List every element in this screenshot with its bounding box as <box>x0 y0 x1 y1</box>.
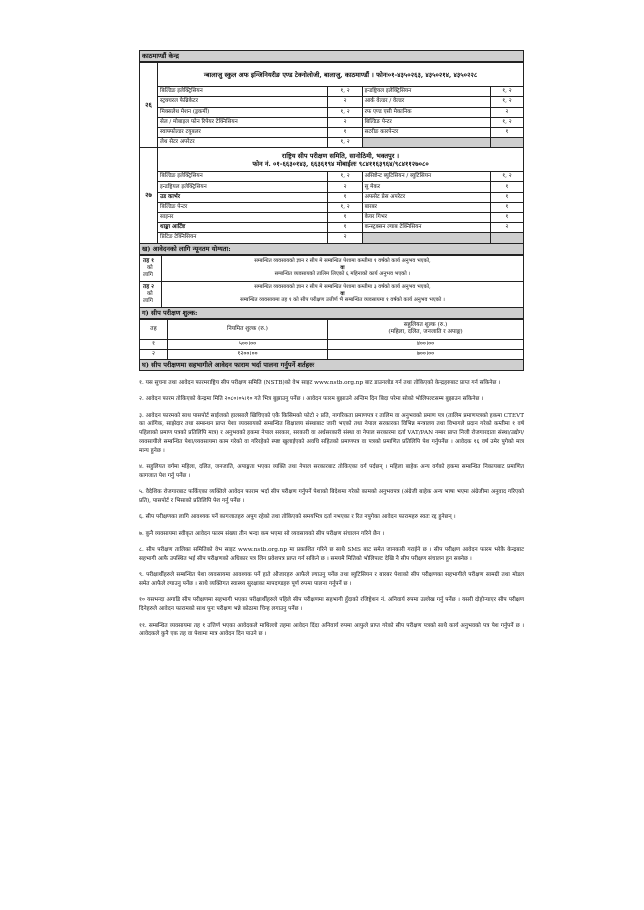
table-row <box>140 138 524 148</box>
trade-name: बिल्डिङ इलेक्ट्रिसियन <box>158 172 328 182</box>
trade-level: १, २ <box>490 172 523 182</box>
table-row <box>140 192 524 202</box>
table-row <box>140 202 524 212</box>
trade-level: २ <box>328 233 362 243</box>
trade-level: १, २ <box>328 202 362 212</box>
trade-level: १ <box>328 223 362 233</box>
trade-level: १ <box>490 182 523 192</box>
level-label-line: को <box>147 290 153 297</box>
level-label-line: लागि <box>143 297 153 304</box>
trade-level: १ <box>328 192 362 202</box>
trade-name: असिष्टेन्ट ब्युटिसियन / ब्युटिसियन <box>362 172 490 182</box>
trade-level: १ <box>490 192 523 202</box>
table-row <box>140 172 524 182</box>
qualification-line: सम्बन्धित व्यवसायमा तह १ को सीप परीक्षण उत्तीर्ण भै सम्बन्धित व्यवसायमा १ वर्षको कार्य अनुभव भएको । <box>240 297 445 304</box>
trade-name: सेल / मोबाइल फोन रिपेयर टेक्निसियन <box>158 117 328 127</box>
trade-name: प्रिटिङ टेक्निसियन <box>158 233 328 243</box>
trade-level: १, २ <box>490 87 523 97</box>
rules-header: घ) सीप परीक्षणमा सहभागीले आवेदन फाराम भर्दा पालना गर्नुपर्ने शर्तहरुः <box>139 360 524 371</box>
table-row <box>140 213 524 223</box>
fee-level: २ <box>140 349 168 359</box>
rule-item: १. यस सुचना तथा आवेदन फारमराष्ट्रिय सीप परीक्षण समिति (NSTB)को वेभ साइट www.nstb.org.np बाट डाउनलोड गर्न तथा तोकिएको केन्द्रहरुबाट प्राप्त गर्न सकिनेछ । <box>139 379 501 386</box>
fee-col-discount <box>328 319 524 339</box>
notice-page <box>139 50 524 647</box>
centre-27-title <box>158 148 524 172</box>
trade-level: २ <box>328 117 362 127</box>
trade-level: २ <box>490 223 523 233</box>
fee-discount: ४००।०० <box>328 339 524 349</box>
empty-cell <box>490 138 523 148</box>
centre-section-header: काठमाण्डौं केन्द्र <box>139 50 524 62</box>
fee-header-row <box>140 319 524 339</box>
centre-table <box>139 62 524 243</box>
trade-name: केयर गिभर <box>362 213 490 223</box>
fee-regular: १२००।०० <box>168 349 328 359</box>
rule-item: ७. कुनै व्यवसायमा स्वीकृत आवेदन फारम संख्या तीन भन्दा कम भएमा सो व्यवसायको सीप परीक्षण संचालन गरिने छैन । <box>139 530 385 537</box>
trade-level: १ <box>490 202 523 212</box>
centre-27-phone-line: फोन नं. ०१-६६३०१४३, ६६३६१९४ मोबाईलः ९८४११६३९६४/९८४११२७०८० <box>252 159 429 168</box>
trade-level: १ <box>328 127 362 137</box>
centre-26-number: २६ <box>140 63 158 148</box>
qualification-header: ख) आवेदनको लागि न्यूनतम योग्यता: <box>139 244 524 255</box>
centre-26-title-row <box>140 63 524 87</box>
centre-27-title-line: राष्ट्रिय सीप परीक्षण समिति, सानोठिमी, भक्तपुर । <box>281 151 400 160</box>
fee-col-level: तह <box>140 319 168 339</box>
trade-name: आर्क वेल्डर / वेल्डर <box>362 97 490 107</box>
level-label-line: तह १ <box>143 257 155 264</box>
trade-name: रफ एण्ड एसी मेकानिक <box>362 107 490 117</box>
level-label-line: लागि <box>143 271 153 278</box>
qualification-or: वा <box>340 264 345 271</box>
trade-name: उड कार्भर <box>158 192 328 202</box>
trade-level: १ <box>328 213 362 223</box>
level-label-line: को <box>147 264 153 271</box>
table-row <box>140 255 524 281</box>
fee-table <box>139 319 524 360</box>
trade-name: इन्डष्ट्रियल इलेक्ट्रिसियन <box>362 87 490 97</box>
rule-item: ४. सहुलियत वर्गमा महिला, दलित, जनजाति, अपाङ्गता भएका व्यक्ति तथा नेपाल सरकारबाट तोकिएका वर्ग पर्दछन् । महिला बाहेक अन्य वर्गको हकमा सम्बन्धित निकायबाट प्रमाणित कागजात पेश गर्नु पर्नेछ । <box>139 464 524 479</box>
trade-name: लेथ सेटर अपरेटर <box>158 138 328 148</box>
trade-level: २ <box>328 182 362 192</box>
trade-name: बारबर <box>362 202 490 212</box>
fee-regular: ५००।०० <box>168 339 328 349</box>
trade-name: साइनर <box>158 213 328 223</box>
fee-header: ग) सीप परीक्षण शुल्क: <box>139 308 524 319</box>
trade-name: बिल्डिङ पेन्टर <box>158 202 328 212</box>
rules-list <box>139 375 524 639</box>
trade-level: १, २ <box>490 117 523 127</box>
trade-level: १ <box>490 127 523 137</box>
rule-item: ८. सीप परीक्षण तालिका समितिको वेभ साइट www.nstb.org.np मा प्रकाशित गरिने छ साथै SMS बाट समेत जानकारी गराईने छ । सीप परीक्षण आवेदन फारम भरेकै केन्द्रबाट सहभागी आफै उपस्थित भई सीप परीक्षणको अधिकार पत्र लिन प्रवेशपत्र प्राप्त गर्न सकिने छ । समयमै मितिको भोलिपल्ट देखि नै सीप परीक्षण संचालन हुन सक्नेछ । <box>139 547 524 562</box>
qualification-text <box>162 281 524 307</box>
empty-cell <box>362 233 490 243</box>
table-row <box>140 97 524 107</box>
rule-item: ५. वैदेशिक रोजगारबाट फर्किएका व्यक्तिले आवेदन फाराम भर्दा सीप परीक्षण गर्नुपर्ने पेशाको बिदेशमा गरेको कामको अनुभवपत्र (अंग्रेजी बाहेक अन्य भाषा भएमा अंग्रेजीमा अनुवाद गरिएको प्रति), पासपोर्ट र भिसाको प्रतिलिपि पेश गर्नु पर्नेछ । <box>139 489 524 505</box>
fee-col-discount-line: सहुलियत शुल्क (रु.) <box>403 321 448 328</box>
centre-27-number: २७ <box>140 148 158 243</box>
qualification-text <box>162 255 524 281</box>
trade-name: बिल्डिङ इलेक्ट्रिसियन <box>158 87 328 97</box>
table-row <box>140 233 524 243</box>
fee-col-regular: नियमित शुल्क (रु.) <box>168 319 328 339</box>
table-row <box>140 281 524 307</box>
trade-level: २ <box>490 107 523 117</box>
trade-level: १, २ <box>490 97 523 107</box>
trade-name: स्वाफ्फोल्डर टयुबलर <box>158 127 328 137</box>
table-row <box>140 117 524 127</box>
qualification-table <box>139 255 524 308</box>
trade-level: २ <box>328 97 362 107</box>
fee-level: १ <box>140 339 168 349</box>
level-label <box>140 281 162 307</box>
table-row <box>140 107 524 117</box>
trade-name: स्ट्रक्चरल फेब्रिकेटर <box>158 97 328 107</box>
trade-level: १, २ <box>328 107 362 117</box>
trade-name: बिल्डिङ पेन्टर <box>362 117 490 127</box>
trade-name: इन्डष्ट्रियल इलेक्ट्रिसियन <box>158 182 328 192</box>
trade-name: सटरीङ कारपेन्टर <box>362 127 490 137</box>
centre-26-title: न्बालाजु स्कुल अफ इन्जिनियरीङ एण्ड टेक्नोलोजी, बालाजु, काठमाण्डौं । फोनः०१-४३५०२६३, ४३५०२१४, ४३५०२२८ <box>158 63 524 87</box>
table-row <box>140 349 524 359</box>
empty-cell <box>490 233 523 243</box>
qualification-line: सम्बन्धित व्यवसायको तालिम लिएको ६ महिनाको कार्य अनुभव भएको । <box>274 271 411 278</box>
trade-level: १, २ <box>328 87 362 97</box>
table-row <box>140 339 524 349</box>
qualification-or: वा <box>340 290 345 297</box>
trade-name: मिक्सलेथ मेशन (ड्रकर्मी) <box>158 107 328 117</box>
qualification-line: सम्बन्धित व्यवसायको ज्ञान र सीप मे सम्बन्धित पेशामा कम्तीमा ३ वर्षको कार्य अनुभव भएको, <box>254 284 431 291</box>
empty-cell <box>362 138 490 148</box>
centre-27-title-row <box>140 148 524 172</box>
table-row <box>140 127 524 137</box>
level-label-line: तह २ <box>143 283 155 290</box>
trade-level: १, २ <box>328 138 362 148</box>
rule-item: १० यसभन्दा अगाडि सीप परीक्षणमा सहभागी भएका परीक्षार्थीहरुले पहिले सीप परीक्षणमा सहभागी हुँदाको रजिष्ट्रेशन नं. अनिवार्य रुपमा उल्लेख गर्नु पर्नेछ । यसरी दोहोऱ्याएर सीप परीक्षण दिनेहरुले आवेदन फारामको साथ पुनः परीक्षण भन्ने कोठामा चिन्ह लगाउनु पर्नेछ । <box>139 597 524 613</box>
trade-name: अफसेट प्रेस अपरेटर <box>362 192 490 202</box>
rule-item: २. आवेदन फारम तोकिएको केन्द्रमा मिति २०८०।०५।१० गते भित्र बुझाउनु पर्नेछ । आवेदन फारम बुझाउने अन्तिम दिन बिदा परेमा सोको भोलिपल्टसम्म बुझाउन सकिनेछ । <box>139 396 484 403</box>
level-label <box>140 255 162 281</box>
fee-discount: ७००।०० <box>328 349 524 359</box>
table-row <box>140 223 524 233</box>
table-row <box>140 87 524 97</box>
qualification-line: सम्बन्धित व्यवसायको ज्ञान र सीप मे सम्बन्धित पेशामा कम्तीमा १ वर्षको कार्य अनुभव भएको, <box>254 258 431 265</box>
trade-name: थाङ्का आर्टिष्ट <box>158 223 328 233</box>
table-row <box>140 182 524 192</box>
trade-name: कन्स्ट्रक्सन ल्याब टेक्निसियन <box>362 223 490 233</box>
trade-name: सु मेकर <box>362 182 490 192</box>
trade-level: १, २ <box>328 172 362 182</box>
rule-item: ११. सम्बन्धित व्यवसायमा तह १ उत्तिर्ण भएका आवेदकले माथिल्लो तहमा आवेदन दिंदा अनिवार्य रुपमा आफुले प्राप्त गरेको सीप परीक्षण पत्रको साथै कार्य अनुभवको पत्र पेश गर्नुपर्ने छ । आवेदकले कुनै एक तह वा पेशामा मात्र आवेदन दिन पाउने छ । <box>139 622 524 638</box>
trade-level: १ <box>490 213 523 223</box>
rule-item: ९. परीक्षार्थीहरुले सम्बन्धित पेशा व्यवसायमा आवश्यक पर्ने हाते औजारहरु आफैले ल्याउनु पर्नेछ तथा ब्युटिसियन र बारबर पेशाको सीप परीक्षणका सहभागीले परीक्षण सामग्री तथा मोडल समेत आफैले ल्याउनु पर्नेछ । साथै व्यक्तिगत स्वास्थ्य सुरक्षाका मापदण्डहरु पूर्ण रुपमा पालना गर्नुपर्ने छ । <box>139 572 524 588</box>
rule-item: ६. सीप परीक्षणका लागि आवश्यक पर्ने कागजातहरु अपुग रहेको तथा तोकिएको समयभित्र दर्ता नभएका र रित नपुगेका आवेदन फारामहरु स्वतः रद्द हुनेछन् । <box>139 514 456 521</box>
rule-item: ३. आवेदन फारमको साथ पासपोर्ट साईजको हालसालै खिचिएको एकै किसिमको फोटो २ प्रति, नागरिकता प्रमाणपत्र र तालिम वा अनुभवको प्रमाण पत्र (तालिम प्रमाणपत्रको हकमा CTEVT का आंगिक, साझेदार तथा सम्बन्धन प्राप्त पेशा व्यवसायको सम्बन्धित शिक्षालय संस्थाबाट जारी भएको तथा नेपाल सरकारका विभिन्न मन्त्रालय तथा विभागले प्रदान गरेको कम्तीमा १ वर्ष पहिलाको प्रमाण पत्रको प्रतिलिपि मात्र) र अनुभवको हकमा नेपाल सरकार, सरकारी वा अर्धसरकारी संस्था वा नेपाल सरकारमा दर्ता VAT/PAN नम्बर प्राप्त निजी रोजगारदाता संस्था/उद्योग/व्यवसायीले सम्बन्धित पेशा/व्यवसायमा काम गरेको वा गरिरहेको स्पष्ट खुलाईएको अवधि सहितको प्रमाणपत्र वा पत्रको प्रमाणित प्रतिलिपि पेश गर्नुपर्नेछ । आवेदक १६ वर्ष उमेर पुगेको मात्र मान्य हुनेछ । <box>139 412 524 454</box>
fee-col-discount-line: (महिला, दलित, जनजाति र अपाङ्ग) <box>388 329 463 336</box>
